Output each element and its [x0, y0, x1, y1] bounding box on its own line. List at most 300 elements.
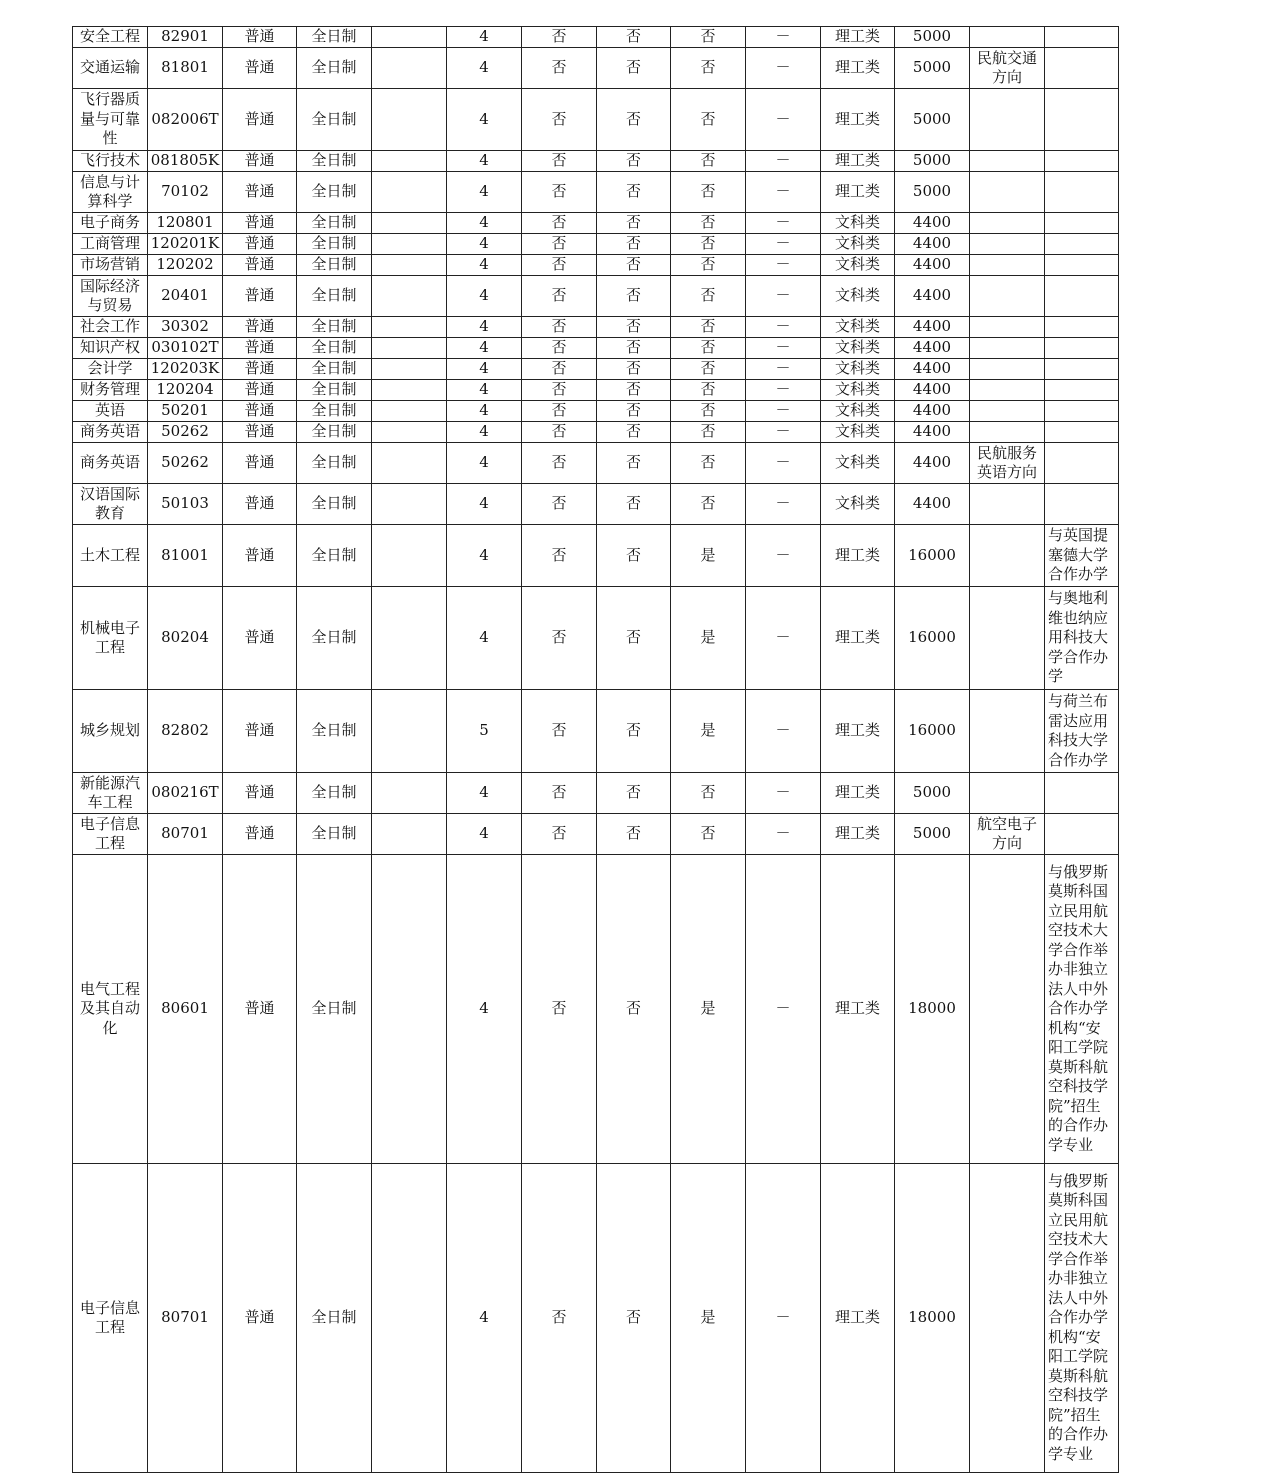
- years-cell: 4: [447, 48, 522, 89]
- flag2-cell: 否: [597, 317, 671, 338]
- flag1-cell: 否: [522, 172, 597, 213]
- category-cell: 文科类: [821, 443, 895, 484]
- mode-cell: 全日制: [297, 855, 372, 1164]
- mode-cell: 全日制: [297, 484, 372, 525]
- table-row: [73, 48, 1119, 89]
- dash-cell: －: [746, 213, 821, 234]
- level-cell: 普通: [223, 151, 297, 172]
- mode-cell: 全日制: [297, 338, 372, 359]
- mode-cell: 全日制: [297, 814, 372, 855]
- direction-cell: [970, 151, 1045, 172]
- years-cell: 4: [447, 89, 522, 151]
- cooperation-flag-cell: 否: [671, 484, 746, 525]
- table-row: [73, 443, 1119, 484]
- flag1-cell: 否: [522, 151, 597, 172]
- table-body: [73, 27, 1119, 1473]
- major-cell: 电子信息工程: [73, 1164, 148, 1473]
- remark-cell: 与奥地利维也纳应用科技大学合作办学: [1045, 587, 1119, 690]
- category-cell: 理工类: [821, 587, 895, 690]
- level-cell: 普通: [223, 89, 297, 151]
- flag2-cell: 否: [597, 380, 671, 401]
- years-cell: 4: [447, 443, 522, 484]
- level-cell: 普通: [223, 234, 297, 255]
- cooperation-flag-cell: 是: [671, 587, 746, 690]
- fee-cell: 18000: [895, 1164, 970, 1473]
- flag2-cell: 否: [597, 443, 671, 484]
- major-cell: 商务英语: [73, 443, 148, 484]
- fee-cell: 5000: [895, 773, 970, 814]
- mode-cell: 全日制: [297, 213, 372, 234]
- remark-cell: 与俄罗斯莫斯科国立民用航空技术大学合作举办非独立法人中外合作办学机构“安阳工学院莫斯科航空科技学院”招生的合作办学专业: [1045, 1164, 1119, 1473]
- mode-cell: 全日制: [297, 380, 372, 401]
- mode-cell: 全日制: [297, 422, 372, 443]
- remark-cell: [1045, 27, 1119, 48]
- code-cell: 80701: [148, 1164, 223, 1473]
- mode-cell: 全日制: [297, 1164, 372, 1473]
- code-cell: 120203K: [148, 359, 223, 380]
- mode-cell: 全日制: [297, 276, 372, 317]
- mode-cell: 全日制: [297, 359, 372, 380]
- dash-cell: －: [746, 172, 821, 213]
- years-cell: 4: [447, 151, 522, 172]
- blank-cell: [372, 443, 447, 484]
- table-row: [73, 151, 1119, 172]
- blank-cell: [372, 484, 447, 525]
- table-row: [73, 380, 1119, 401]
- years-cell: 4: [447, 484, 522, 525]
- code-cell: 30302: [148, 317, 223, 338]
- cooperation-flag-cell: 否: [671, 276, 746, 317]
- table-row: [73, 690, 1119, 773]
- code-cell: 82802: [148, 690, 223, 773]
- fee-cell: 4400: [895, 359, 970, 380]
- cooperation-flag-cell: 否: [671, 255, 746, 276]
- remark-cell: 与荷兰布雷达应用科技大学合作办学: [1045, 690, 1119, 773]
- years-cell: 4: [447, 773, 522, 814]
- years-cell: 5: [447, 690, 522, 773]
- blank-cell: [372, 172, 447, 213]
- blank-cell: [372, 855, 447, 1164]
- direction-cell: [970, 359, 1045, 380]
- dash-cell: －: [746, 276, 821, 317]
- years-cell: 4: [447, 27, 522, 48]
- flag2-cell: 否: [597, 151, 671, 172]
- flag2-cell: 否: [597, 48, 671, 89]
- category-cell: 理工类: [821, 1164, 895, 1473]
- fee-cell: 5000: [895, 814, 970, 855]
- level-cell: 普通: [223, 855, 297, 1164]
- cooperation-flag-cell: 否: [671, 443, 746, 484]
- flag1-cell: 否: [522, 443, 597, 484]
- blank-cell: [372, 773, 447, 814]
- major-cell: 飞行器质量与可靠性: [73, 89, 148, 151]
- flag1-cell: 否: [522, 380, 597, 401]
- enrollment-table: [72, 26, 1119, 1473]
- flag2-cell: 否: [597, 401, 671, 422]
- direction-cell: [970, 338, 1045, 359]
- table-row: [73, 587, 1119, 690]
- remark-cell: [1045, 317, 1119, 338]
- years-cell: 4: [447, 213, 522, 234]
- cooperation-flag-cell: 否: [671, 380, 746, 401]
- blank-cell: [372, 401, 447, 422]
- flag2-cell: 否: [597, 1164, 671, 1473]
- direction-cell: 航空电子方向: [970, 814, 1045, 855]
- blank-cell: [372, 89, 447, 151]
- major-cell: 知识产权: [73, 338, 148, 359]
- cooperation-flag-cell: 否: [671, 338, 746, 359]
- code-cell: 20401: [148, 276, 223, 317]
- category-cell: 理工类: [821, 27, 895, 48]
- flag1-cell: 否: [522, 255, 597, 276]
- remark-cell: [1045, 422, 1119, 443]
- category-cell: 文科类: [821, 359, 895, 380]
- years-cell: 4: [447, 401, 522, 422]
- level-cell: 普通: [223, 359, 297, 380]
- dash-cell: －: [746, 443, 821, 484]
- fee-cell: 4400: [895, 380, 970, 401]
- table-row: [73, 422, 1119, 443]
- major-cell: 电子商务: [73, 213, 148, 234]
- major-cell: 国际经济与贸易: [73, 276, 148, 317]
- blank-cell: [372, 48, 447, 89]
- flag1-cell: 否: [522, 27, 597, 48]
- remark-cell: [1045, 151, 1119, 172]
- flag1-cell: 否: [522, 484, 597, 525]
- remark-cell: [1045, 380, 1119, 401]
- category-cell: 文科类: [821, 317, 895, 338]
- fee-cell: 4400: [895, 422, 970, 443]
- flag2-cell: 否: [597, 855, 671, 1164]
- blank-cell: [372, 338, 447, 359]
- years-cell: 4: [447, 338, 522, 359]
- remark-cell: [1045, 255, 1119, 276]
- level-cell: 普通: [223, 380, 297, 401]
- remark-cell: [1045, 443, 1119, 484]
- fee-cell: 4400: [895, 317, 970, 338]
- blank-cell: [372, 587, 447, 690]
- dash-cell: －: [746, 401, 821, 422]
- direction-cell: 民航交通方向: [970, 48, 1045, 89]
- mode-cell: 全日制: [297, 401, 372, 422]
- direction-cell: [970, 422, 1045, 443]
- level-cell: 普通: [223, 255, 297, 276]
- years-cell: 4: [447, 525, 522, 587]
- level-cell: 普通: [223, 422, 297, 443]
- major-cell: 社会工作: [73, 317, 148, 338]
- flag2-cell: 否: [597, 814, 671, 855]
- remark-cell: [1045, 401, 1119, 422]
- years-cell: 4: [447, 855, 522, 1164]
- code-cell: 120801: [148, 213, 223, 234]
- category-cell: 文科类: [821, 255, 895, 276]
- years-cell: 4: [447, 359, 522, 380]
- code-cell: 082006T: [148, 89, 223, 151]
- table-row: [73, 484, 1119, 525]
- remark-cell: [1045, 814, 1119, 855]
- code-cell: 50262: [148, 443, 223, 484]
- years-cell: 4: [447, 276, 522, 317]
- category-cell: 文科类: [821, 338, 895, 359]
- flag1-cell: 否: [522, 422, 597, 443]
- mode-cell: 全日制: [297, 525, 372, 587]
- years-cell: 4: [447, 255, 522, 276]
- fee-cell: 5000: [895, 172, 970, 213]
- dash-cell: －: [746, 234, 821, 255]
- flag2-cell: 否: [597, 172, 671, 213]
- level-cell: 普通: [223, 690, 297, 773]
- major-cell: 电子信息工程: [73, 814, 148, 855]
- direction-cell: [970, 27, 1045, 48]
- dash-cell: －: [746, 27, 821, 48]
- blank-cell: [372, 814, 447, 855]
- category-cell: 文科类: [821, 234, 895, 255]
- major-cell: 安全工程: [73, 27, 148, 48]
- category-cell: 文科类: [821, 380, 895, 401]
- cooperation-flag-cell: 否: [671, 213, 746, 234]
- level-cell: 普通: [223, 401, 297, 422]
- blank-cell: [372, 422, 447, 443]
- code-cell: 80204: [148, 587, 223, 690]
- table-row: [73, 276, 1119, 317]
- code-cell: 50262: [148, 422, 223, 443]
- direction-cell: [970, 317, 1045, 338]
- code-cell: 80701: [148, 814, 223, 855]
- cooperation-flag-cell: 否: [671, 89, 746, 151]
- major-cell: 电气工程及其自动化: [73, 855, 148, 1164]
- direction-cell: [970, 89, 1045, 151]
- table-row: [73, 401, 1119, 422]
- major-cell: 城乡规划: [73, 690, 148, 773]
- code-cell: 81801: [148, 48, 223, 89]
- level-cell: 普通: [223, 317, 297, 338]
- level-cell: 普通: [223, 587, 297, 690]
- category-cell: 文科类: [821, 213, 895, 234]
- fee-cell: 4400: [895, 401, 970, 422]
- category-cell: 理工类: [821, 525, 895, 587]
- fee-cell: 5000: [895, 27, 970, 48]
- remark-cell: [1045, 89, 1119, 151]
- flag2-cell: 否: [597, 422, 671, 443]
- flag1-cell: 否: [522, 855, 597, 1164]
- flag2-cell: 否: [597, 773, 671, 814]
- blank-cell: [372, 234, 447, 255]
- major-cell: 飞行技术: [73, 151, 148, 172]
- flag1-cell: 否: [522, 48, 597, 89]
- cooperation-flag-cell: 否: [671, 359, 746, 380]
- mode-cell: 全日制: [297, 151, 372, 172]
- flag1-cell: 否: [522, 213, 597, 234]
- table-row: [73, 1164, 1119, 1473]
- dash-cell: －: [746, 814, 821, 855]
- direction-cell: [970, 255, 1045, 276]
- major-cell: 市场营销: [73, 255, 148, 276]
- dash-cell: －: [746, 255, 821, 276]
- direction-cell: [970, 276, 1045, 317]
- fee-cell: 4400: [895, 484, 970, 525]
- code-cell: 50201: [148, 401, 223, 422]
- cooperation-flag-cell: 否: [671, 48, 746, 89]
- mode-cell: 全日制: [297, 27, 372, 48]
- cooperation-flag-cell: 否: [671, 234, 746, 255]
- flag1-cell: 否: [522, 401, 597, 422]
- table-row: [73, 255, 1119, 276]
- cooperation-flag-cell: 否: [671, 27, 746, 48]
- code-cell: 81001: [148, 525, 223, 587]
- table-row: [73, 338, 1119, 359]
- remark-cell: [1045, 773, 1119, 814]
- major-cell: 土木工程: [73, 525, 148, 587]
- level-cell: 普通: [223, 814, 297, 855]
- direction-cell: [970, 1164, 1045, 1473]
- major-cell: 汉语国际教育: [73, 484, 148, 525]
- level-cell: 普通: [223, 48, 297, 89]
- major-cell: 交通运输: [73, 48, 148, 89]
- level-cell: 普通: [223, 338, 297, 359]
- table-row: [73, 359, 1119, 380]
- remark-cell: 与俄罗斯莫斯科国立民用航空技术大学合作举办非独立法人中外合作办学机构“安阳工学院莫斯科航空科技学院”招生的合作办学专业: [1045, 855, 1119, 1164]
- cooperation-flag-cell: 是: [671, 525, 746, 587]
- flag1-cell: 否: [522, 89, 597, 151]
- category-cell: 理工类: [821, 151, 895, 172]
- blank-cell: [372, 213, 447, 234]
- major-cell: 新能源汽车工程: [73, 773, 148, 814]
- code-cell: 030102T: [148, 338, 223, 359]
- flag2-cell: 否: [597, 213, 671, 234]
- remark-cell: [1045, 234, 1119, 255]
- mode-cell: 全日制: [297, 443, 372, 484]
- flag2-cell: 否: [597, 484, 671, 525]
- cooperation-flag-cell: 否: [671, 151, 746, 172]
- table-row: [73, 855, 1119, 1164]
- flag2-cell: 否: [597, 359, 671, 380]
- code-cell: 120204: [148, 380, 223, 401]
- direction-cell: [970, 525, 1045, 587]
- code-cell: 120202: [148, 255, 223, 276]
- direction-cell: [970, 172, 1045, 213]
- cooperation-flag-cell: 否: [671, 401, 746, 422]
- dash-cell: －: [746, 317, 821, 338]
- mode-cell: 全日制: [297, 255, 372, 276]
- cooperation-flag-cell: 否: [671, 172, 746, 213]
- level-cell: 普通: [223, 276, 297, 317]
- table-row: [73, 773, 1119, 814]
- mode-cell: 全日制: [297, 172, 372, 213]
- flag1-cell: 否: [522, 690, 597, 773]
- dash-cell: －: [746, 380, 821, 401]
- dash-cell: －: [746, 422, 821, 443]
- major-cell: 财务管理: [73, 380, 148, 401]
- flag1-cell: 否: [522, 525, 597, 587]
- direction-cell: [970, 690, 1045, 773]
- flag1-cell: 否: [522, 234, 597, 255]
- direction-cell: [970, 213, 1045, 234]
- blank-cell: [372, 317, 447, 338]
- category-cell: 文科类: [821, 484, 895, 525]
- mode-cell: 全日制: [297, 89, 372, 151]
- level-cell: 普通: [223, 773, 297, 814]
- flag1-cell: 否: [522, 773, 597, 814]
- fee-cell: 16000: [895, 525, 970, 587]
- major-cell: 信息与计算科学: [73, 172, 148, 213]
- direction-cell: [970, 484, 1045, 525]
- table-row: [73, 525, 1119, 587]
- blank-cell: [372, 690, 447, 773]
- table-row: [73, 89, 1119, 151]
- major-cell: 机械电子工程: [73, 587, 148, 690]
- level-cell: 普通: [223, 172, 297, 213]
- direction-cell: [970, 773, 1045, 814]
- major-cell: 英语: [73, 401, 148, 422]
- blank-cell: [372, 255, 447, 276]
- blank-cell: [372, 525, 447, 587]
- blank-cell: [372, 359, 447, 380]
- fee-cell: 16000: [895, 690, 970, 773]
- category-cell: 理工类: [821, 690, 895, 773]
- direction-cell: [970, 401, 1045, 422]
- fee-cell: 5000: [895, 48, 970, 89]
- level-cell: 普通: [223, 484, 297, 525]
- remark-cell: [1045, 276, 1119, 317]
- flag2-cell: 否: [597, 27, 671, 48]
- category-cell: 理工类: [821, 89, 895, 151]
- mode-cell: 全日制: [297, 234, 372, 255]
- remark-cell: [1045, 213, 1119, 234]
- years-cell: 4: [447, 422, 522, 443]
- direction-cell: [970, 587, 1045, 690]
- code-cell: 80601: [148, 855, 223, 1164]
- flag2-cell: 否: [597, 587, 671, 690]
- flag2-cell: 否: [597, 690, 671, 773]
- years-cell: 4: [447, 317, 522, 338]
- flag2-cell: 否: [597, 234, 671, 255]
- flag2-cell: 否: [597, 255, 671, 276]
- fee-cell: 4400: [895, 276, 970, 317]
- dash-cell: －: [746, 773, 821, 814]
- dash-cell: －: [746, 151, 821, 172]
- flag2-cell: 否: [597, 276, 671, 317]
- direction-cell: [970, 380, 1045, 401]
- dash-cell: －: [746, 855, 821, 1164]
- code-cell: 70102: [148, 172, 223, 213]
- years-cell: 4: [447, 172, 522, 213]
- level-cell: 普通: [223, 27, 297, 48]
- flag1-cell: 否: [522, 587, 597, 690]
- mode-cell: 全日制: [297, 317, 372, 338]
- dash-cell: －: [746, 525, 821, 587]
- level-cell: 普通: [223, 443, 297, 484]
- level-cell: 普通: [223, 525, 297, 587]
- code-cell: 50103: [148, 484, 223, 525]
- cooperation-flag-cell: 是: [671, 690, 746, 773]
- code-cell: 82901: [148, 27, 223, 48]
- fee-cell: 5000: [895, 151, 970, 172]
- remark-cell: [1045, 359, 1119, 380]
- years-cell: 4: [447, 587, 522, 690]
- level-cell: 普通: [223, 1164, 297, 1473]
- flag1-cell: 否: [522, 338, 597, 359]
- fee-cell: 4400: [895, 255, 970, 276]
- table-row: [73, 317, 1119, 338]
- mode-cell: 全日制: [297, 690, 372, 773]
- cooperation-flag-cell: 否: [671, 814, 746, 855]
- blank-cell: [372, 276, 447, 317]
- code-cell: 120201K: [148, 234, 223, 255]
- remark-cell: 与英国提塞德大学合作办学: [1045, 525, 1119, 587]
- flag1-cell: 否: [522, 814, 597, 855]
- fee-cell: 4400: [895, 338, 970, 359]
- flag1-cell: 否: [522, 317, 597, 338]
